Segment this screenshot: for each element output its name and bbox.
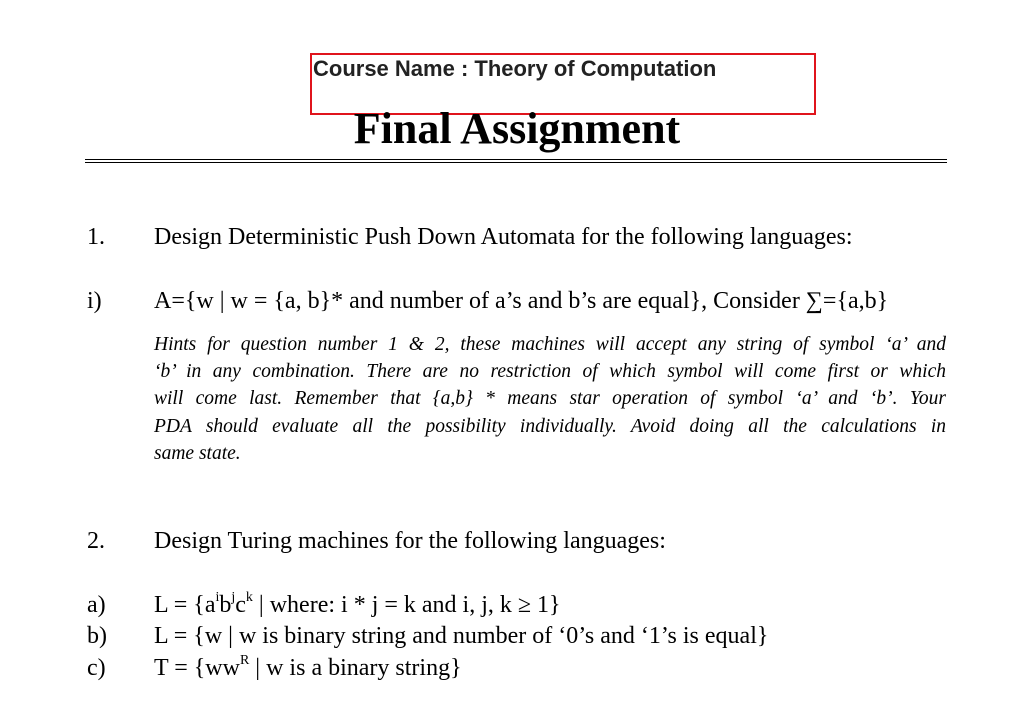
course-name: Course Name : Theory of Computation [313, 56, 717, 81]
question-2-item-b-text: L = {w | w is binary string and number of ‘0’s and ‘1’s is equal} [154, 623, 769, 649]
hint-line: PDA should evaluate all the possibility individually. Avoid doing all the calculations in [154, 415, 946, 437]
question-2-item-c-text: $T = \{ww^R$ | w is a binary string} [154, 653, 462, 681]
question-2-item-b-label: b) [87, 623, 107, 649]
title-rule-top [85, 159, 947, 160]
question-2-item-a-label: a) [87, 592, 106, 618]
hint-line: Hints for question number 1 & 2, these machines will accept any string of symbol ‘a’ and [154, 334, 946, 355]
title-rule-bottom [85, 162, 947, 163]
hint-paragraph [154, 331, 946, 467]
hint-line: will come last. Remember that {a,b} * means star operation of symbol ‘a’ and ‘b’. Your [154, 388, 946, 410]
question-1-text: Design Deterministic Push Down Automata for the following languages: [154, 224, 853, 250]
question-2-text: Design Turing machines for the following languages: [154, 528, 666, 554]
hint-line: ‘b’ in any combination. There are no restriction of which symbol will come first or which [154, 361, 946, 383]
question-2-item-c-label: c) [87, 655, 106, 681]
question-2-number: 2. [87, 528, 105, 554]
page-title: Final Assignment [353, 104, 681, 153]
hint-line: same state. [154, 442, 241, 464]
question-1-number: 1. [87, 224, 105, 250]
question-1-part-i-label: i) [87, 288, 102, 314]
question-1-part-i-text: A={w | w = {a, b}* and number of a’s and b’s are equal}, Consider ∑={a,b} [154, 288, 889, 314]
question-2-item-a-text: $L = \{a^ib^jc^k$ | where: i * j = k and i, j, k ≥ 1} [154, 590, 561, 618]
